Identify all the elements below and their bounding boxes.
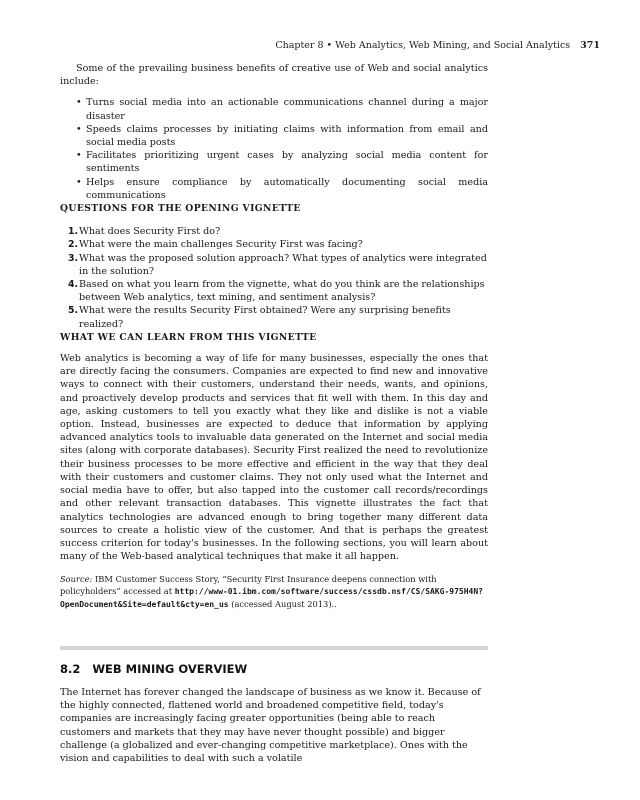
source-url[interactable]: http://www-01.ibm.com/software/success/cssdb.nsf/CS/SAKG-975H4N?OpenDocument&Site=default&cty=en_us <box>60 587 483 610</box>
question-text: What were the results Security First obtained? Were any surprising benefits realized? <box>79 305 451 330</box>
section-heading <box>60 662 247 676</box>
section-title: WEB MINING OVERVIEW <box>92 662 248 676</box>
list-item: • Speeds claims processes by initiating claims with information from email and social media posts <box>76 123 488 149</box>
list-item <box>68 304 488 330</box>
list-item: • Turns social media into an actionable communications channel during a major disaster <box>76 96 488 122</box>
source-suffix: (accessed August 2013).. <box>231 599 337 610</box>
question-number: 5. <box>68 305 79 317</box>
learn-heading: WHAT WE CAN LEARN FROM THIS VIGNETTE <box>60 331 317 343</box>
list-item <box>68 238 488 251</box>
section-divider <box>60 646 488 650</box>
question-number: 2. <box>68 239 79 251</box>
question-text: What does Security First do? <box>79 226 221 238</box>
question-number: 1. <box>68 226 79 238</box>
section-paragraph: The Internet has forever changed the landscape of business as we know it. Because of the highly connected, flattened world and broadened competitive field, today's companies are increasingly facing greater opportunities (being able to reach customers and markets that they may have never thought possible) and bigger challenge (a globalized and ever-changing competitive marketplace). Ones with the vision and capabilities to deal with such a volatile <box>60 687 481 765</box>
page-content <box>60 62 488 611</box>
page-number: 371 <box>580 40 600 51</box>
list-item <box>68 278 488 304</box>
source-citation <box>60 573 488 611</box>
questions-list <box>60 225 488 331</box>
list-item: • Helps ensure compliance by automatically documenting social media communications <box>76 176 488 202</box>
questions-heading: QUESTIONS FOR THE OPENING VIGNETTE <box>60 203 301 215</box>
question-text: Based on what you learn from the vignette, what do you think are the relationships between Web analytics, text mining, and sentiment analysis? <box>79 279 485 304</box>
benefits-list <box>60 96 488 202</box>
running-title: Chapter 8 • Web Analytics, Web Mining, and Social Analytics <box>275 40 571 51</box>
list-item <box>68 225 488 238</box>
list-item <box>68 252 488 278</box>
section-number: 8.2 <box>60 662 81 676</box>
source-text: IBM Customer Success Story, “Security First Insurance deepens connection with policyholders” accessed at <box>60 574 437 597</box>
running-header <box>275 40 600 51</box>
intro-paragraph: Some of the prevailing business benefits of creative use of Web and social analytics include: <box>60 63 488 88</box>
learn-paragraph: Web analytics is becoming a way of life for many businesses, especially the ones that are directly facing the consumers. Companies are expected to find new and innovative ways to connect with their customers, understand their needs, wants, and opinions, and proactively develop products and services that fit well with them. In this day and age, asking customers to tell you exactly what they like and dislike is not a viable option. Instead, businesses are expected to deduce that information by applying advanced analytics tools to invaluable data generated on the Internet and social media sites (along with corporate databases). Security First realized the need to revolutionize their business processes to be more effective and efficient in the way that they deal with their customers and customer claims. They not only used what the Internet and social media have to offer, but also tapped into the customer call records/recordings and other relevant transaction databases. This vignette illustrates the fact that analytics technologies are advanced enough to bring together many different data sources to create a holistic view of the customer. And that is perhaps the greatest success criterion for today's businesses. In the following sections, you will learn about many of the Web-based analytical techniques that make it all happen. <box>60 353 488 563</box>
question-number: 4. <box>68 279 79 291</box>
source-label: Source: <box>60 574 93 585</box>
list-item: • Facilitates prioritizing urgent cases by analyzing social media content for sentiments <box>76 149 488 175</box>
question-text: What were the main challenges Security First was facing? <box>79 239 363 251</box>
question-number: 3. <box>68 252 79 264</box>
question-text: What was the proposed solution approach? What types of analytics were integrated in the solution? <box>79 252 487 277</box>
